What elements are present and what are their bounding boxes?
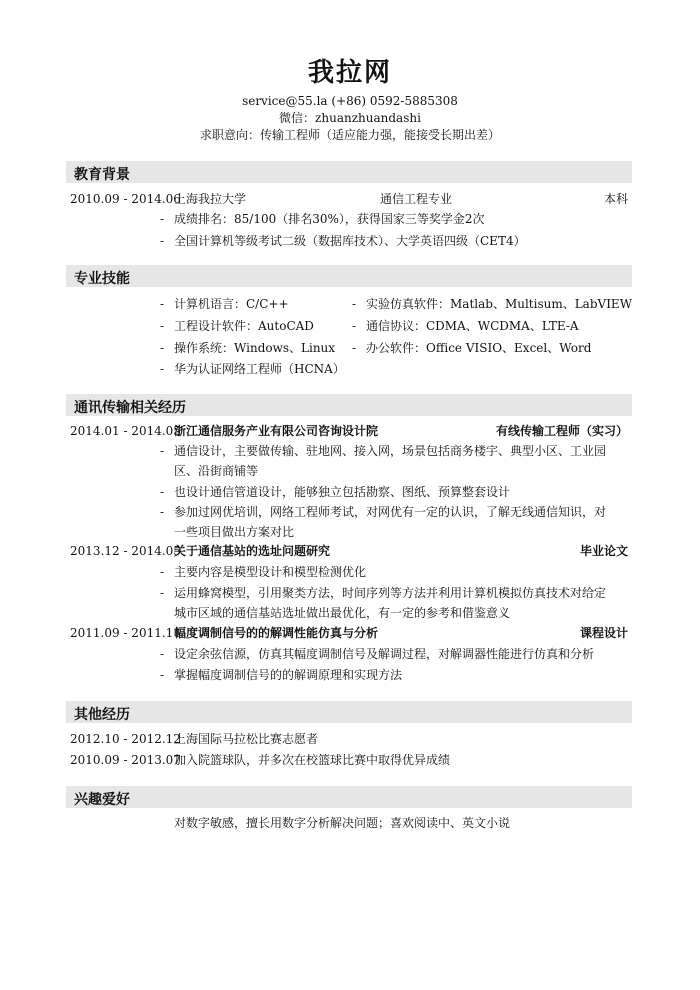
other-text: 上海国际马拉松比赛志愿者 [174, 732, 319, 746]
skill-item: - 工程设计软件：AutoCAD [160, 319, 314, 333]
experience-role: 课程设计 [579, 626, 628, 640]
section-title-hobbies: 兴趣爱好 [74, 792, 130, 808]
other-text: 加入院篮球队，并多次在校篮球比赛中取得优异成绩 [174, 753, 451, 767]
job-objective: 求职意向：传输工程师（适应能力强，能接受长期出差） [199, 128, 500, 142]
education-date: 2010.09 - 2014.06 [70, 192, 181, 206]
other-date: 2010.09 - 2013.07 [70, 753, 181, 767]
section-title-education: 教育背景 [74, 167, 130, 183]
education-row [0, 190, 700, 208]
section-title-experience: 通讯传输相关经历 [74, 400, 186, 416]
list-item: - 运用蜂窝模型，引用聚类方法，时间序列等方法并利用计算机模拟仿真技术对给定 城市区域的通信基站选址做出最优化，有一定的参考和借鉴意义 [160, 586, 607, 620]
other-date: 2012.10 - 2012.12 [70, 732, 181, 746]
experience-org: 浙江通信服务产业有限公司咨询设计院 [174, 424, 379, 438]
list-item: - 成绩排名：85/100（排名30%），获得国家三等奖学金2次 [160, 212, 485, 226]
section-title-skills: 专业技能 [74, 271, 130, 287]
section-other [66, 701, 632, 723]
experience-org: 幅度调制信号的的解调性能仿真与分析 [174, 626, 379, 640]
list-item: - 通信设计，主要做传输、驻地网、接入网，场景包括商务楼宇、典型小区、工业园 区、沿街商铺等 [160, 444, 607, 478]
list-item: - 掌握幅度调制信号的的解调原理和实现方法 [160, 668, 403, 682]
experience-role: 毕业论文 [579, 544, 628, 558]
list-item: - 参加过网优培训，网络工程师考试，对网优有一定的认识，了解无线通信知识，对 一些项目做出方案对比 [160, 505, 607, 539]
section-title-other: 其他经历 [74, 707, 130, 723]
section-education [66, 161, 632, 183]
skill-item: - 计算机语言：C/C++ [160, 297, 289, 311]
experience-date: 2011.09 - 2011.11 [70, 626, 181, 640]
education-major: 通信工程专业 [380, 192, 453, 206]
skill-item: - 办公软件：Office VISIO、Excel、Word [352, 341, 592, 355]
skill-item: - 华为认证网络工程师（HCNA） [160, 362, 345, 376]
list-item: - 主要内容是模型设计和模型检测优化 [160, 565, 367, 579]
skill-item: - 操作系统：Windows、Linux [160, 341, 336, 355]
contact-info: service@55.la (+86) 0592-5885308 [242, 94, 458, 108]
experience-org: 关于通信基站的选址问题研究 [174, 544, 331, 558]
section-hobbies [66, 786, 632, 808]
experience-row [0, 542, 700, 560]
list-item: - 也设计通信管道设计，能够独立包括勘察、图纸、预算整套设计 [160, 485, 511, 499]
skill-item: - 通信协议：CDMA、WCDMA、LTE-A [352, 319, 579, 333]
wechat-info: 微信：zhuanzhuandashi [279, 111, 421, 125]
experience-role: 有线传输工程师（实习） [495, 424, 628, 438]
other-row [0, 751, 700, 769]
candidate-name: 我拉网 [307, 58, 392, 88]
section-experience [66, 394, 632, 416]
experience-date: 2014.01 - 2014.05 [70, 424, 181, 438]
education-school: 上海我拉大学 [174, 192, 247, 206]
section-skills [66, 265, 632, 287]
skill-item: - 实验仿真软件：Matlab、Multisum、LabVIEW [352, 297, 633, 311]
education-degree: 本科 [603, 192, 628, 206]
list-item: - 设定余弦信源，仿真其幅度调制信号及解调过程，对解调器性能进行仿真和分析 [160, 647, 595, 661]
hobbies-text: 对数字敏感，擅长用数字分析解决问题；喜欢阅读中、英文小说 [174, 816, 511, 830]
experience-row [0, 624, 700, 642]
other-row [0, 730, 700, 748]
experience-date: 2013.12 - 2014.05 [70, 544, 181, 558]
list-item: - 全国计算机等级考试二级（数据库技术）、大学英语四级（CET4） [160, 234, 526, 248]
experience-row [0, 422, 700, 440]
